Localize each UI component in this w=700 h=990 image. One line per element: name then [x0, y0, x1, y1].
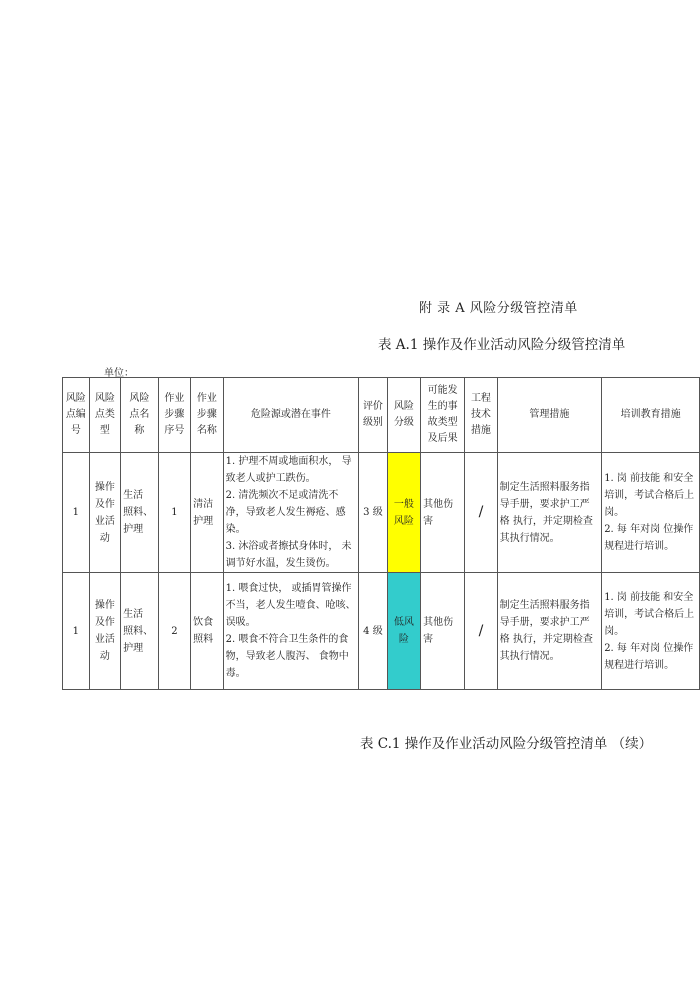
risk-point-number: 1 [63, 573, 90, 690]
accident-type: 其他伤 害 [421, 453, 465, 573]
header-cell: 可能发 生的事 故类型 及后果 [421, 378, 465, 453]
step-number: 1 [158, 453, 190, 573]
unit-label: 单位： [104, 368, 134, 379]
evaluation-level: 3 级 [359, 453, 388, 573]
hazard-list [223, 573, 359, 690]
risk-point-type: 操作及作业活动 [89, 573, 120, 690]
risk-point-number: 1 [63, 453, 90, 573]
step-number: 2 [158, 573, 190, 690]
table-row [63, 573, 700, 690]
evaluation-level: 4 级 [359, 573, 388, 690]
step-name: 饮食照料 [191, 573, 223, 690]
table-title: 表 A.1 操作及作业活动风险分级管控清单 [378, 337, 626, 353]
management-measure: 制定生活照料服务指 导手册，要求护工严格 执行，并定期检查其执行情况。 [497, 573, 602, 690]
risk-point-type: 操作及作业活动 [89, 453, 120, 573]
risk-point-name: 生活 照料、护理 [121, 573, 159, 690]
header-cell: 评价 级别 [359, 378, 388, 453]
hazard-item: 3. 沐浴或者擦拭身体时， 未调节好水温，发生烫伤。 [225, 541, 352, 569]
header-cell: 危险源或潜在事件 [223, 378, 359, 453]
training-item: 2. 每 年对岗 位操作规程进行培训。 [604, 524, 694, 552]
header-cell: 作业 步骤 名称 [191, 378, 223, 453]
hazard-item: 2. 喂食不符合卫生条件的食物，导致老人腹泻、 食物中毒。 [225, 634, 349, 679]
training-list [602, 453, 700, 573]
header-cell: 风险 分级 [387, 378, 420, 453]
header-cell: 风险 点名 称 [121, 378, 159, 453]
risk-level-badge: 低风险 [387, 573, 420, 690]
header-cell: 管理措施 [497, 378, 602, 453]
training-item: 1. 岗 前技能 和安全培训，考试合格后上岗。 [604, 473, 695, 518]
engineering-measure: / [465, 453, 497, 573]
accident-type: 其他伤 害 [421, 573, 465, 690]
continued-table-title: 表 C.1 操作及作业活动风险分级管控清单 （续） [360, 736, 653, 752]
hazard-item: 1. 喂食过快， 或插胃管操作不当，老人发生噎食、呛咳、误吸。 [225, 583, 356, 628]
header-cell: 工程 技术 措施 [465, 378, 497, 453]
engineering-measure: / [465, 573, 497, 690]
appendix-title: 附 录 A 风险分级管控清单 [419, 301, 578, 316]
training-list [602, 573, 700, 690]
hazard-list [223, 453, 359, 573]
table-row [63, 453, 700, 573]
training-item: 1. 岗 前技能 和安全培训，考试合格后上岗。 [604, 591, 695, 637]
header-cell: 风险点类型 [89, 378, 120, 453]
step-name: 清洁护理 [191, 453, 223, 573]
risk-control-table [62, 377, 700, 690]
risk-point-name: 生活 照料、护理 [121, 453, 159, 573]
header-cell: 作业 步骤 序号 [158, 378, 190, 453]
hazard-item: 1. 护理不周或地面积水， 导致老人或护工跌伤。 [225, 456, 352, 484]
training-item: 2. 每 年对岗 位操作规程进行培训。 [604, 642, 694, 671]
management-measure: 制定生活照料服务指 导手册，要求护工严格 执行，并定期检查其执行情况。 [497, 453, 602, 573]
hazard-item: 2. 清洗频次不足或清洗不净，导致老人发生褥疮、感染。 [225, 490, 346, 535]
table-header-row [63, 378, 700, 453]
header-cell: 培训教育措施 [602, 378, 700, 453]
header-cell: 风险点编号 [63, 378, 90, 453]
risk-level-badge: 一般风险 [387, 453, 420, 573]
